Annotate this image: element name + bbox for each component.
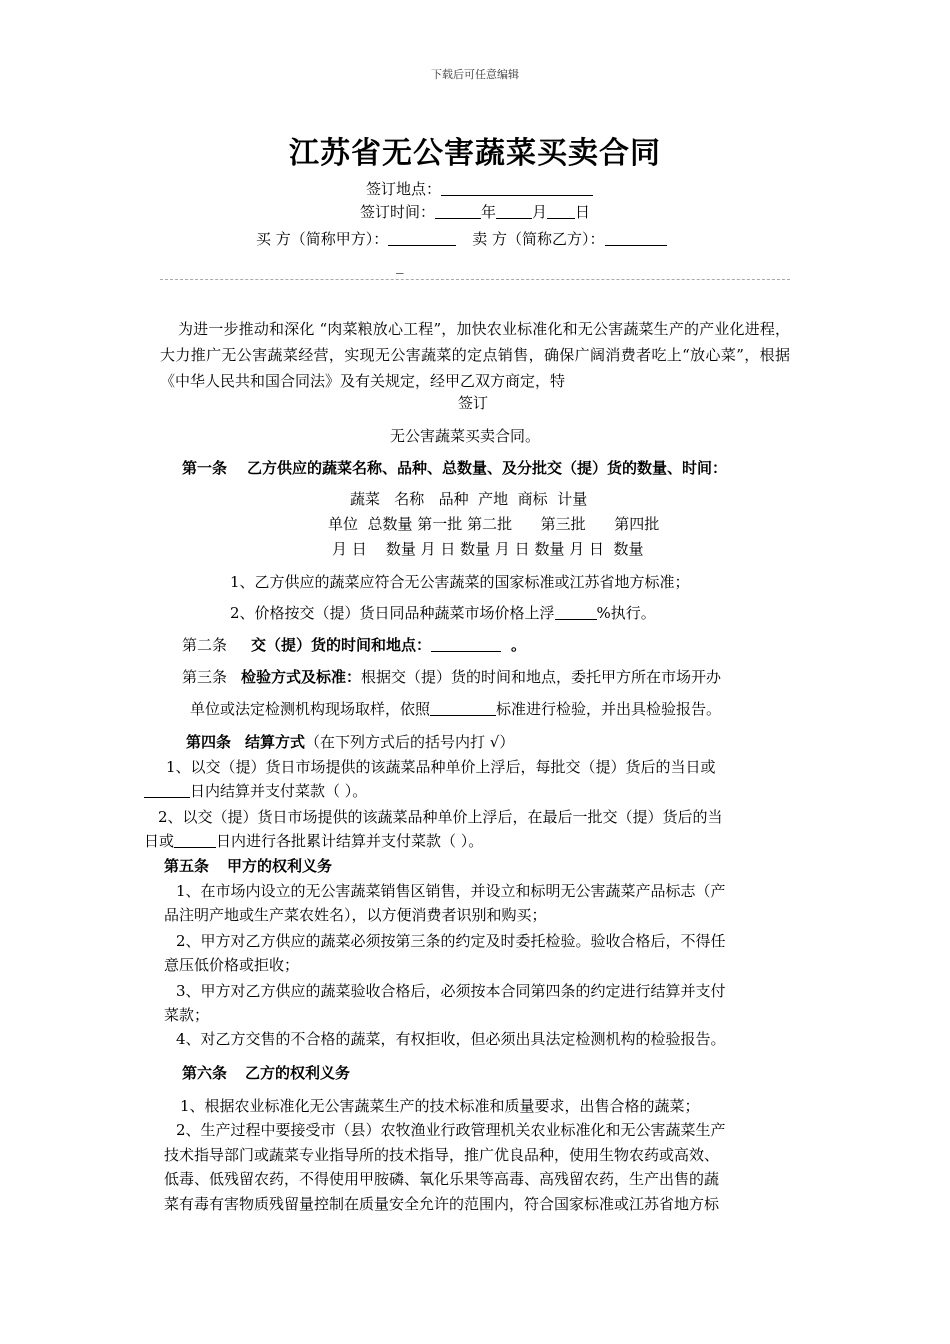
article-4-item-2-line-2 [144, 830, 483, 852]
article-6-item-2-line-4: 菜有毒有害物质残留量控制在质量安全允许的范围内，符合国家标准或江苏省地方标 [164, 1195, 720, 1213]
sign-place-line [366, 178, 593, 200]
parties-line [256, 228, 667, 250]
article-2-number: 第二条 [182, 636, 228, 654]
article-3-title: 检验方式及标准： [241, 668, 362, 686]
inspection-standard-blank[interactable] [430, 700, 496, 716]
article-4-item-1-line-1: 1、以交（提）货日市场提供的该蔬菜品种单价上浮后，每批交（提）货后的当日或 [166, 758, 716, 776]
article-5-number: 第五条 [164, 857, 210, 875]
article-1-item-1: 1、乙方供应的蔬菜应符合无公害蔬菜的国家标准或江苏省地方标准； [230, 573, 690, 591]
sign-time-line [360, 201, 590, 223]
article-6-heading [182, 1062, 350, 1084]
article-4-item-2-line-1: 2、以交（提）货日市场提供的该蔬菜品种单价上浮后，在最后一批交（提）货后的当 [158, 808, 723, 826]
article-4-number: 第四条 [186, 733, 232, 751]
article-5-item-3-line-2: 菜款； [164, 1006, 210, 1024]
delivery-time-place-blank[interactable] [431, 636, 501, 652]
article-6-item-2-line-2: 技术指导部门或蔬菜专业指导所的技术指导，推广优良品种，使用生物农药或高效、 [164, 1146, 720, 1164]
table-header-row-2: 单位 总数量 第一批 第二批 第三批 第四批 [328, 515, 660, 533]
article-4-item-2-end: 日内进行各批累计结算并支付菜款（ ）。 [216, 832, 484, 850]
intro-end: 无公害蔬菜买卖合同。 [390, 427, 541, 445]
article-4-item-1-end: 日内结算并支付菜款（ ）。 [190, 782, 368, 800]
document-title: 江苏省无公害蔬菜买卖合同 [289, 136, 661, 171]
year-blank[interactable] [435, 203, 481, 219]
article-3-line-2 [190, 698, 721, 720]
article-3-text-3: 标准进行检验，并出具检验报告。 [496, 700, 722, 718]
article-1-item-2-end: %执行。 [596, 604, 656, 622]
article-4-note: （在下列方式后的括号内打 √） [305, 733, 515, 751]
article-6-item-1: 1、根据农业标准化无公害蔬菜生产的技术标准和质量要求，出售合格的蔬菜； [180, 1097, 700, 1115]
article-4-title: 结算方式 [245, 733, 306, 751]
article-6-item-2-line-1: 2、生产过程中要接受市（县）农牧渔业行政管理机关农业标准化和无公害蔬菜生产 [176, 1121, 726, 1139]
article-1-heading [182, 457, 727, 479]
article-2-end: 。 [511, 636, 527, 654]
sign-place-label: 签订地点： [366, 180, 442, 198]
article-6-title: 乙方的权利义务 [245, 1064, 351, 1082]
article-5-item-2-line-1: 2、甲方对乙方供应的蔬菜必须按第三条的约定及时委托检验。验收合格后，不得任 [176, 932, 726, 950]
article-3-line-1 [182, 666, 721, 688]
sign-place-blank[interactable] [441, 180, 593, 196]
intro-paragraph: 为进一步推动和深化 “肉菜粮放心工程”，加快农业标准化和无公害蔬菜生产的产业化进程，大力推广无公害蔬菜经营，实现无公害蔬菜的定点销售，确保广阔消费者吃上“放心菜”，根据《中华人民共和国合同法》及有关规定，经甲乙双方商定，特 [160, 320, 790, 390]
day-label: 日 [575, 203, 591, 221]
buyer-blank[interactable] [388, 230, 456, 246]
sign-time-label: 签订时间： [360, 203, 436, 221]
day-blank[interactable] [547, 203, 575, 219]
article-4-item-1-line-2 [144, 780, 367, 802]
month-blank[interactable] [496, 203, 532, 219]
seller-label: 卖 方（简称乙方）： [472, 230, 605, 248]
article-5-item-2-line-2: 意压低价格或拒收； [164, 956, 300, 974]
article-6-item-2-line-3: 低毒、低残留农药，不得使用甲胺磷、氧化乐果等高毒、高残留农药，生产出售的蔬 [164, 1170, 720, 1188]
article-4-item-2-start: 日或 [144, 832, 175, 850]
article-5-item-1-line-1: 1、在市场内设立的无公害蔬菜销售区销售，并设立和标明无公害蔬菜产品标志（产 [176, 882, 726, 900]
article-4-heading [186, 731, 514, 753]
seller-blank[interactable] [605, 230, 667, 246]
table-header-row-3: 月 日 数量 月 日 数量 月 日 数量 月 日 数量 [332, 540, 644, 558]
article-1-item-2 [230, 602, 656, 624]
article-3-text-2: 单位或法定检测机构现场取样，依照 [190, 700, 431, 718]
stray-underscore: _ [396, 256, 404, 274]
article-3-number: 第三条 [182, 668, 228, 686]
year-label: 年 [481, 203, 497, 221]
article-3-text-1: 根据交（提）货的时间和地点，委托甲方所在市场开办 [361, 668, 722, 686]
table-header-row-1: 蔬菜 名称 品种 产地 商标 计量 [350, 490, 588, 508]
price-markup-blank[interactable] [555, 604, 597, 620]
article-5-heading [164, 855, 332, 877]
article-2-title: 交（提）货的时间和地点： [251, 636, 432, 654]
buyer-label: 买 方（简称甲方）： [256, 230, 389, 248]
article-6-number: 第六条 [182, 1064, 228, 1082]
article-5-item-3-line-1: 3、甲方对乙方供应的蔬菜验收合格后，必须按本合同第四条的约定进行结算并支付 [176, 982, 726, 1000]
header-note: 下载后可任意编辑 [431, 68, 519, 81]
article-2-heading [182, 634, 526, 656]
article-5-title: 甲方的权利义务 [227, 857, 333, 875]
settlement-days-blank-1[interactable] [144, 782, 190, 798]
settlement-days-blank-2[interactable] [174, 832, 216, 848]
article-5-item-1-line-2: 品注明产地或生产菜农姓名），以方便消费者识别和购买； [164, 906, 547, 924]
month-label: 月 [532, 203, 548, 221]
separator-dashed-line [160, 279, 790, 280]
article-5-item-4: 4、对乙方交售的不合格的蔬菜，有权拒收，但必须出具法定检测机构的检验报告。 [176, 1030, 726, 1048]
intro-tail: 签订 [458, 394, 489, 412]
article-1-title: 乙方供应的蔬菜名称、品种、总数量、及分批交（提）货的数量、时间： [247, 459, 728, 477]
article-1-item-2-text: 2、价格按交（提）货日同品种蔬菜市场价格上浮 [230, 604, 555, 622]
article-1-number: 第一条 [182, 459, 228, 477]
